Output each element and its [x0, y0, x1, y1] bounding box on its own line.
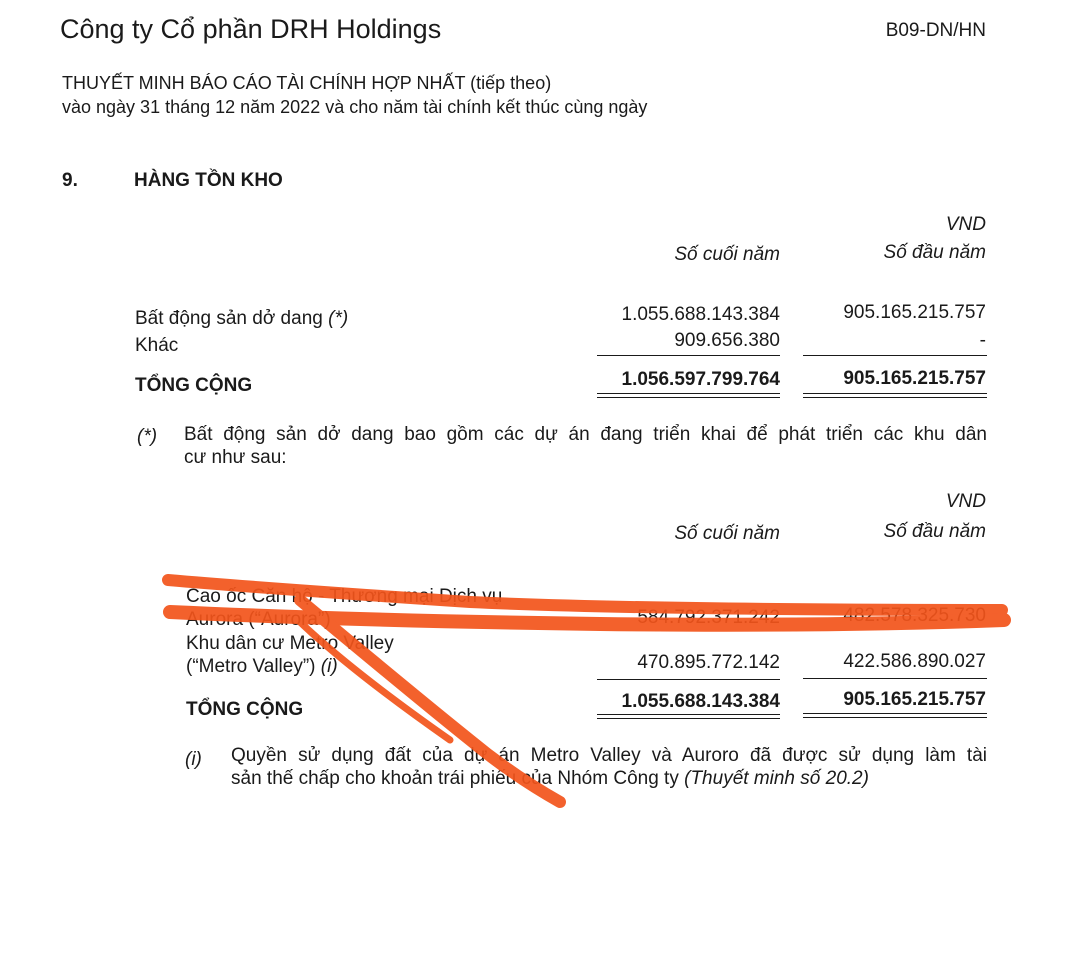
footnote-text: Quyền sử dụng đất của dự án Metro Valley và Auroro đã được sử dụng làm tài sản thế chấp cho khoản trái phiếu của Nhóm Công ty (Thuyết minh số 20.2): [231, 745, 987, 789]
row-value-begin: 482.578.325.730: [843, 605, 986, 626]
form-code: B09-DN/HN: [885, 20, 986, 41]
row-label-line1: Cao ốc Căn hộ - Thương mại Dịch vụ: [186, 586, 503, 607]
total-double-rule: [803, 393, 987, 398]
row-value-end: 1.055.688.143.384: [621, 304, 780, 325]
column-header-end-year: Số cuối năm: [674, 523, 780, 544]
row-value-begin: 905.165.215.757: [843, 302, 986, 323]
total-value-end: 1.056.597.799.764: [621, 369, 780, 390]
subtotal-rule: [597, 355, 780, 356]
total-double-rule: [597, 714, 780, 719]
row-value-end: 470.895.772.142: [637, 652, 780, 673]
total-double-rule: [803, 713, 987, 718]
row-value-begin: 422.586.890.027: [843, 651, 986, 672]
row-value-begin: -: [979, 330, 986, 351]
total-value-begin: 905.165.215.757: [843, 689, 986, 710]
currency-unit: VND: [945, 491, 986, 512]
subtotal-rule: [803, 355, 987, 356]
total-value-end: 1.055.688.143.384: [621, 691, 780, 712]
report-title: THUYẾT MINH BÁO CÁO TÀI CHÍNH HỢP NHẤT (tiếp theo): [62, 73, 552, 93]
section-title: HÀNG TỒN KHO: [134, 170, 283, 191]
subtotal-rule: [803, 678, 987, 679]
row-label-line2: Aurora (“Aurora”): [186, 609, 331, 630]
total-label: TỔNG CỘNG: [186, 699, 304, 720]
row-label: Bất động sản dở dang (*): [135, 308, 349, 329]
report-period: vào ngày 31 tháng 12 năm 2022 và cho năm tài chính kết thúc cùng ngày: [62, 97, 648, 117]
row-label-line1: Khu dân cư Metro Valley: [186, 633, 394, 654]
subtotal-rule: [597, 679, 780, 680]
currency-unit: VND: [945, 214, 986, 235]
total-value-begin: 905.165.215.757: [843, 368, 986, 389]
column-header-end-year: Số cuối năm: [674, 244, 780, 265]
row-value-end: 909.656.380: [674, 330, 780, 351]
column-header-begin-year: Số đầu năm: [883, 242, 986, 263]
row-label: Khác: [135, 335, 179, 356]
footnote-text: Bất động sản dở dang bao gồm các dự án đang triển khai để phát triển các khu dân cư như sau:: [184, 424, 987, 468]
total-label: TỔNG CỘNG: [135, 375, 253, 396]
row-label-line2: (“Metro Valley”) (i): [186, 656, 338, 677]
total-double-rule: [597, 393, 780, 398]
section-number: 9.: [62, 170, 78, 191]
footnote-marker: (i): [185, 749, 202, 770]
column-header-begin-year: Số đầu năm: [883, 521, 986, 542]
row-value-end: 584.792.371.242: [637, 607, 780, 628]
footnote-marker: (*): [137, 426, 158, 447]
company-name: Công ty Cổ phần DRH Holdings: [60, 14, 442, 44]
